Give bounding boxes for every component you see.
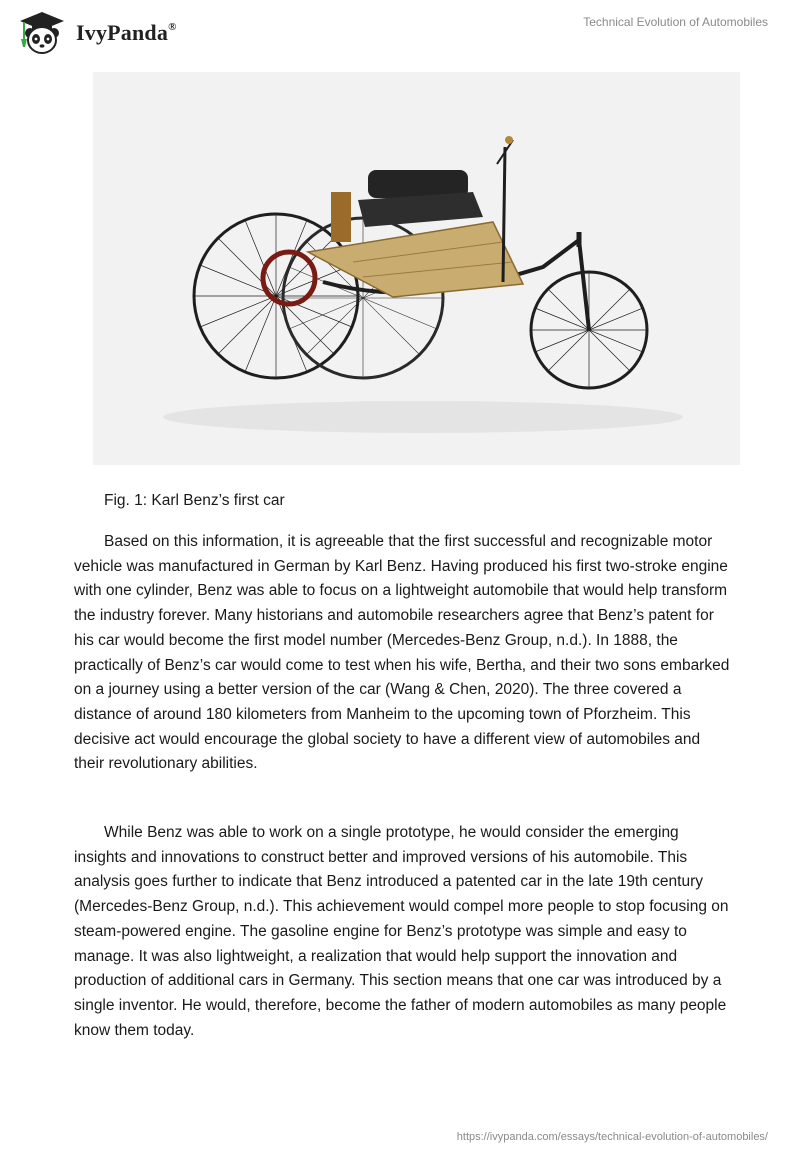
registered-mark: ® — [168, 20, 177, 33]
brand-name: IvyPanda® — [76, 20, 177, 45]
figure-caption: Fig. 1: Karl Benz’s first car — [104, 492, 285, 509]
body-paragraph-2: While Benz was able to work on a single prototype, he would consider the emerging insights and innovations to construct better and improved versions of his automobile. This analysis goes further to indicate that Benz introduced a patented car in the late 19th century (Mercedes-Benz Group, n.d.). This achievement would compel more people to stop focusing on steam-powered engine. The gasoline engine for Benz’s prototype was simple and easy to manage. It was also lightweight, a realization that would help support the innovation and production of additional cars in Germany. This section means that one car was introduced by a single inventor. He would, therefore, become the father of modern automobiles as many people know them today. — [74, 824, 729, 1039]
panda-logo-icon — [16, 9, 68, 57]
benz-car-illustration — [93, 72, 740, 465]
brand-logo[interactable] — [16, 9, 177, 57]
document-title: Technical Evolution of Automobiles — [583, 15, 768, 29]
body-paragraph-1: Based on this information, it is agreeable that the first successful and recognizable motor vehicle was manufactured in German by Karl Benz. Having produced his first two-stroke engine with one cylinder, Benz was able to focus on a lightweight automobile that would help transform the industry forever. Many historians and automobile researchers agree that Benz’s patent for his car would become the first model number (Mercedes-Benz Group, n.d.). In 1888, the practically of Benz’s car would come to test when his wife, Bertha, and their two sons embarked on a journey using a better version of the car (Wang & Chen, 2020). The three covered a distance of around 180 kilometers from Manheim to the upcoming town of Pforzheim. This decisive act would encourage the global society to have a different view of automobiles and their revolutionary abilities. — [74, 533, 730, 773]
figure-image — [93, 72, 740, 465]
source-url-link[interactable]: https://ivypanda.com/essays/technical-evolution-of-automobiles/ — [456, 1131, 768, 1143]
